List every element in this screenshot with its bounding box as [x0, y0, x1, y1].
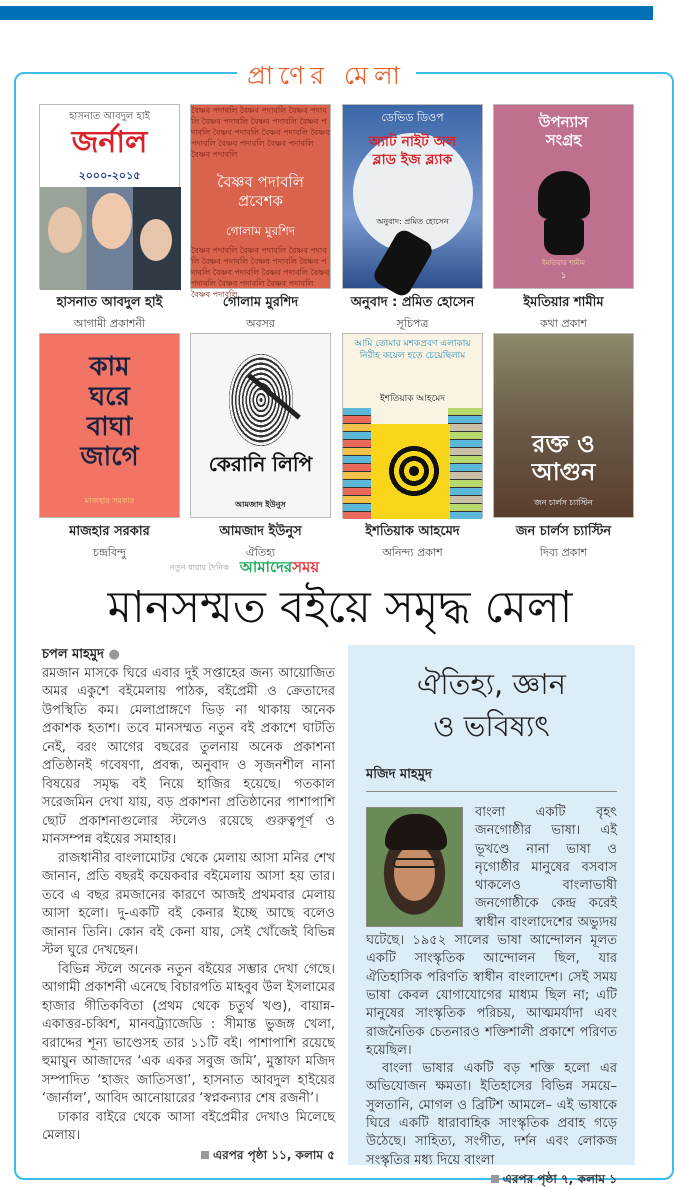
book-publisher: অনিন্দ্য প্রকাশ: [382, 546, 443, 559]
bullet-icon: ●: [108, 647, 120, 662]
author-photos: [40, 187, 181, 290]
cover-pattern-top: [191, 105, 330, 171]
book-card[interactable]: [39, 104, 180, 334]
book-publisher: সূচিপত্র: [396, 317, 429, 330]
books-stack-right: [448, 408, 482, 519]
book-card[interactable]: [342, 333, 483, 563]
cover-title: কাম ঘরে বাঘা জাগে: [80, 352, 139, 472]
cover-pattern-text: বৈষ্ণব পদাবলি বৈষ্ণব পদাবলি বৈষ্ণব পদাবলি: [191, 268, 330, 288]
book-publisher: চন্দ্রবিন্দু: [93, 546, 126, 559]
cover-author: গোলাম মুরশিদ: [225, 224, 296, 238]
watermark: [170, 556, 319, 576]
book-cover[interactable]: [342, 104, 483, 289]
sidebar-paragraph: বাংলা ভাষার একটি বড় শক্তি হলো এর অভিযোজন ক্ষমতা। ইতিহাসের বিভিন্ন সময়ে– সুলতানি, মোগল ও ব্রিটিশ আমলে– এই ভাষাকে ঘিরে একটি ধারাবাহিক সাংস্কৃতিক প্রবাহ গড়ে উঠেছে। সাহিত্য, সংগীত, দর্শন এবং লোকজ সংস্কৃতির মধ্য দিয়ে বাংলা: [366, 1061, 617, 1168]
byline-name: চপল মাহমুদ: [42, 647, 104, 662]
sidebar-body: [366, 804, 617, 1188]
watermark-tagline: নতুন ধারার দৈনিক: [170, 563, 229, 572]
article-byline: [42, 646, 335, 665]
book-cover[interactable]: [493, 104, 634, 289]
cover-translator: অনুবাদ: প্রমিত হোসেন: [376, 217, 449, 226]
cover-title: অ্যাট নাইট অল ব্লাড ইজ ব্ল্যাক: [368, 134, 457, 168]
book-card[interactable]: [493, 333, 634, 563]
cover-author: ইমতিয়ার শামীম: [542, 259, 585, 267]
article-paragraph: বিভিন্ন স্টলে অনেক নতুন বইয়ের সম্ভার দেখা গেছে। আগামী প্রকাশনী এনেছে বিচারপতি মাহবুব উল ইসলামের হাজার গীতিকবিতা (প্রথম থেকে চতুর্থ খণ্ড), বায়ান্ন-একাত্তর-চব্বিশ, মানবট্র্যাজেডি : সীমান্ত ভুজঙ্গ খেলা, বরাদ্দের শূন্য ভাণ্ডেসহ তার ১১টি বই। পাশাপাশি রয়েছে হুমায়ুন আজাদের ‘এক একর সবুজ জমি’, মুস্তাফা মজিদ সম্পাদিত ‘হাজং জাতিসত্তা’, হাসনাত আবদুল হাইয়ের ‘জার্নাল’, আবিদ আনোয়ারের ‘স্বপ্নকন্যার শেষ রজনী’।: [42, 961, 335, 1106]
sidebar-title-line1: ঐতিহ্য, জ্ঞান: [417, 667, 566, 701]
cover-title: রক্ত ও আগুন: [531, 430, 596, 486]
fingerprint-illustration: [229, 354, 293, 446]
cover-pattern-text: বৈষ্ণব পদাবলি বৈষ্ণব পদাবলি বৈষ্ণব পদাবলি: [191, 139, 314, 159]
book-author: ইমতিয়ার শামীম: [523, 295, 604, 310]
square-icon: [201, 1151, 209, 1159]
main-headline: মানসম্মত বইয়ে সমৃদ্ধ মেলা: [107, 582, 573, 633]
cover-pattern-text: বৈষ্ণব পদাবলি বৈষ্ণব পদাবলি বৈষ্ণব পদাবলি: [191, 128, 330, 148]
cover-author: ডেভিড ডিওপ: [381, 111, 444, 124]
coil-illustration: [387, 444, 441, 498]
book-card[interactable]: [39, 333, 180, 563]
vase-illustration: [544, 219, 584, 255]
author-photo: [366, 807, 463, 927]
cover-author: ইশতিয়াক আহমেদ: [380, 394, 445, 404]
section-title: [0, 56, 653, 99]
cover-title: বৈষ্ণব পদাবলি প্রবেশক: [217, 173, 304, 210]
book-author: মাজহার সরকার: [69, 524, 150, 539]
section-title-text: প্রাণের মেলা: [237, 61, 416, 90]
cover-title: কেরানি লিপি: [208, 452, 313, 476]
cover-pattern-text: বৈষ্ণব পদাবলি বৈষ্ণব পদাবলি বৈষ্ণব পদাবলি: [191, 246, 327, 266]
sidebar-article: [348, 645, 635, 1186]
jump-text: এরপর পৃষ্ঠা ৭, কলাম ১: [502, 1171, 617, 1186]
sidebar-title-line2: ও ভবিষ্যৎ: [433, 709, 550, 743]
book-cover[interactable]: [39, 104, 180, 289]
book-publisher: দিব্য প্রকাশ: [539, 546, 588, 559]
cover-pattern-text: বৈষ্ণব পদাবলি বৈষ্ণব পদাবলি বৈষ্ণব পদাবলি: [191, 279, 314, 299]
book-publisher: কথা প্রকাশ: [539, 317, 588, 330]
jump-text: এরপর পৃষ্ঠা ১১, কলাম ৫: [212, 1147, 335, 1162]
watermark-part1: আমাদের: [239, 558, 293, 576]
cover-title: জর্নাল: [71, 125, 148, 160]
continued-jump[interactable]: [42, 1146, 335, 1165]
article-paragraph: রমজান মাসকে ঘিরে এবার দুই সপ্তাহের জন্য আয়োজিত অমর একুশে বইমেলায় পাঠক, বইপ্রেমী ও ক্রেতাদের উপস্থিতি কম। মেলাপ্রাঙ্গণে ভিড় না থাকায় অনেক প্রকাশক হতাশ। তবে মানসম্মত নতুন বই প্রকাশে ঘাটতি নেই, বরং আগের বছরের তুলনায় অনেক প্রকাশনা প্রতিষ্ঠানই গবেষণা, প্রবন্ধ, অনুবাদ ও সৃজনশীল নানা বিষয়ের সমৃদ্ধ বই নিয়ে হাজির হয়েছে। গতকাল সরেজমিন দেখা যায়, বড় প্রকাশনা প্রতিষ্ঠানের পাশাপাশি ছোট প্রকাশনাগুলোর স্টলেও রয়েছে গুরুত্বপূর্ণ ও মানসম্পন্ন বইয়ের সমাহার।: [42, 665, 335, 847]
book-cover[interactable]: [39, 333, 180, 518]
square-icon: [491, 1175, 499, 1183]
cover-author: জন চার্লস চ্যাস্টিন: [534, 498, 593, 507]
book-card[interactable]: [342, 104, 483, 334]
cover-title: উপন্যাস সংগ্রহ: [538, 113, 589, 149]
book-cover[interactable]: [190, 104, 331, 299]
books-stack-left: [343, 408, 371, 519]
sidebar-byline: মজিদ মাহমুদ: [366, 765, 617, 792]
cover-pattern-bottom: [191, 245, 330, 299]
sidebar-title: [366, 663, 617, 747]
cover-pattern-text: বৈষ্ণব পদাবলি বৈষ্ণব পদাবলি বৈষ্ণব পদাবলি: [191, 117, 327, 137]
book-cover[interactable]: [493, 333, 634, 518]
book-card[interactable]: [190, 333, 331, 563]
book-author: হাসনাত আবদুল হাই: [56, 295, 163, 310]
cover-pattern-text: বৈষ্ণব পদাবলি বৈষ্ণব পদাবলি বৈষ্ণব পদাবলি: [191, 106, 327, 126]
article-paragraph: ঢাকার বাইরে থেকে আসা বইপ্রেমীর দেখাও মিলেছে মেলায়।: [42, 1109, 335, 1143]
continued-jump[interactable]: [366, 1170, 617, 1188]
book-card[interactable]: [190, 104, 331, 334]
book-cover[interactable]: [342, 333, 483, 518]
headline-area: [40, 556, 640, 642]
book-publisher: ঐতিহ্য: [245, 546, 276, 559]
book-author: গোলাম মুরশিদ: [222, 295, 299, 310]
main-article: [42, 646, 335, 1164]
cover-author: মাজহার সরকার: [84, 496, 135, 505]
book-author: অনুবাদ : প্রমিত হোসেন: [350, 295, 475, 310]
cover-author: হাসনাত আবদুল হাই: [69, 111, 150, 122]
book-author: ইশতিয়াক আহমেদ: [365, 524, 460, 539]
cover-pattern-text: বৈষ্ণব পদাবলি বৈষ্ণব পদাবলি বৈষ্ণব পদাবলি: [191, 257, 327, 277]
book-cover[interactable]: [190, 333, 331, 518]
watermark-logo: [240, 558, 319, 576]
cover-author: আমজাদ ইউনুস: [235, 500, 286, 509]
article-paragraph: রাজধানীর বাংলামোটর থেকে মেলায় আসা মনির শেখ জানান, প্রতি বছরই কয়েকবার বইমেলায় আসা হয় তার। তবে এ বছর রমজানের কারণে আজই প্রথমবার মেলায় আসা হলো। দু-একটি বই কেনার ইচ্ছে আছে বলেও জানান তিনি। কোন বই কেনা যায়, সেই খোঁজেই বিভিন্ন স্টল ঘুরে দেখছেন।: [42, 850, 335, 958]
cover-subtitle: ২০০০-২০১৫: [78, 169, 141, 182]
sidebar-paragraph: বাংলা একটি বৃহৎ জনগোষ্ঠীর ভাষা। এই ভূখণ্ডে নানা ভাষা ও নৃগোষ্ঠীর মানুষের বসবাস থাকলেও বাংলাভাষী জনগোষ্ঠীকে কেন্দ্র করেই স্বাধীন বাংলাদেশের অভ্যুদয় ঘটেছে। ১৯৫২ সালের ভাষা আন্দোলন মূলত একটি সাংস্কৃতিক আন্দোলন ছিল, যার ঐতিহাসিক পরিণতি স্বাধীন বাংলাদেশ। সেই সময় ভাষা কেবল যোগাযোগের মাধ্যম ছিল না; এটি মানুষের সাংস্কৃতিক পরিচয়, আত্মমর্যাদা এবং রাজনৈতিক চেতনারও শক্তিশালী প্রকাশে পরিণত হয়েছিল।: [366, 805, 617, 1058]
book-author: আমজাদ ইউনুস: [219, 524, 302, 539]
book-author: জন চার্লস চ্যাস্টিন: [515, 524, 612, 539]
watermark-part2: সময়: [292, 558, 320, 576]
top-color-band: [0, 6, 653, 20]
cover-title: আমি তোমার মশকপ্রবণ এলাকায় নিরীহ কয়েল হতে চেয়েছিলাম: [354, 339, 471, 361]
book-publisher: অবসর: [246, 317, 275, 330]
cover-volume: ১: [560, 271, 567, 281]
book-publisher: আগামী প্রকাশনী: [73, 317, 146, 330]
book-card[interactable]: [493, 104, 634, 334]
plant-illustration: [538, 171, 590, 219]
